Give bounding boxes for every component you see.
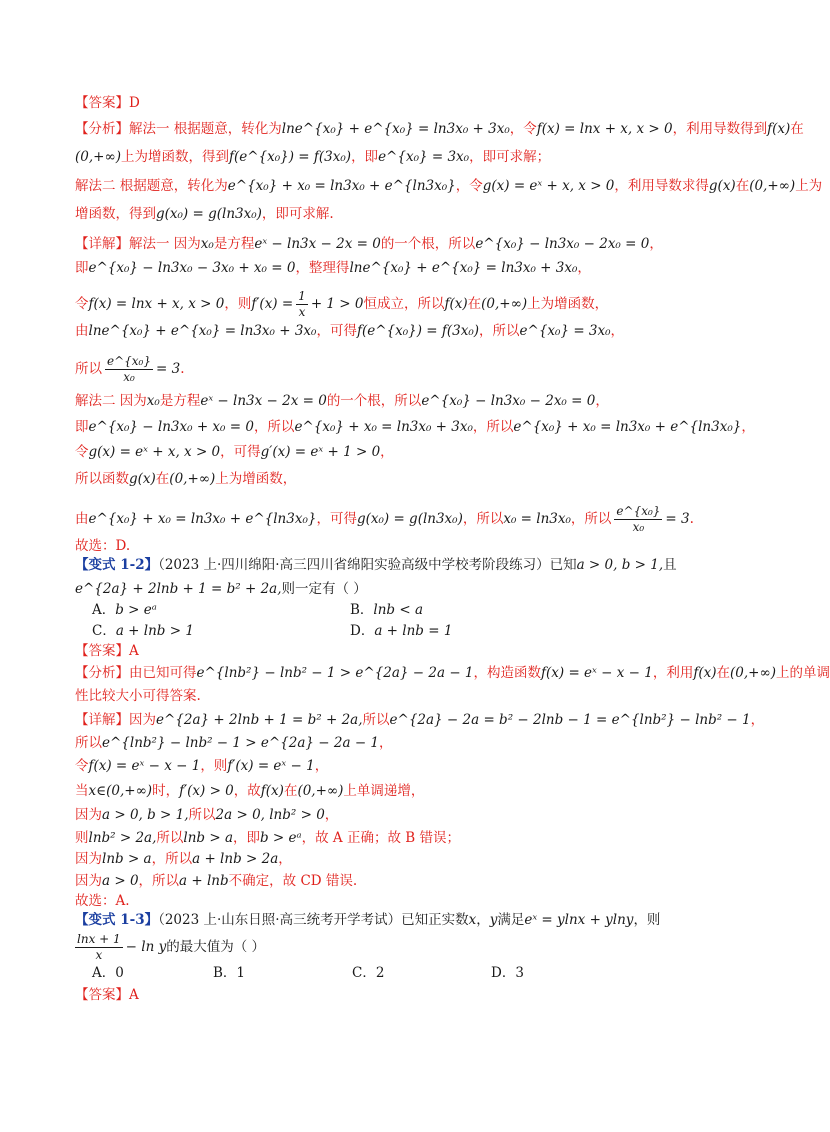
detail-line-4: 由lne^{x₀} + e^{x₀} = ln3x₀ + 3x₀，可得f(e^{x₀}) = f(3x₀)，所以e^{x₀} = 3x₀， bbox=[75, 323, 625, 339]
analysis-line-4: 增函数，得到g(x₀) = g(ln3x₀)，即可求解. bbox=[75, 206, 334, 222]
option-d: D．a + lnb = 1 bbox=[350, 623, 453, 639]
option-b: B．lnb < a bbox=[350, 602, 424, 618]
answer-line-3: 【答案】A bbox=[75, 987, 139, 1003]
detail-2-line-4: 当x∈(0,+∞)时，f′(x) > 0，故f(x)在(0,+∞)上单调递增， bbox=[75, 783, 425, 799]
detail-line-10: 由e^{x₀} + x₀ = ln3x₀ + e^{ln3x₀}，可得g(x₀) = g(ln3x₀)，所以x₀ = ln3x₀，所以 $\frac{\text{e\textasciicircum{}\{x₀\}}}{\text{x₀}}$ = 3. bbox=[75, 504, 694, 534]
answer-line-2: 【答案】A bbox=[75, 643, 139, 659]
detail-line-1: 【详解】解法一 因为x₀是方程eˣ − ln3x − 2x = 0的一个根，所以e^{x₀} − ln3x₀ − 2x₀ = 0， bbox=[75, 236, 663, 252]
detail-2-line-8: 因为a > 0，所以a + lnb不确定，故 CD 错误. bbox=[75, 873, 358, 889]
option2-a: A．0 bbox=[92, 965, 124, 981]
detail-line-7: 即e^{x₀} − ln3x₀ + x₀ = 0，所以e^{x₀} + x₀ = ln3x₀ + 3x₀，所以e^{x₀} + x₀ = ln3x₀ + e^{ln3x₀}， bbox=[75, 419, 755, 435]
detail-line-3: 令f(x) = lnx + x, x > 0，则f′(x) = $\frac{1}{x}$ + 1 > 0恒成立，所以f(x)在(0,+∞)上为增函数， bbox=[75, 289, 609, 319]
detail-line-5: 所以 $\frac{\text{e\textasciicircum{}\{x₀\}}}{\text{x₀}}$ = 3. bbox=[75, 354, 185, 384]
fraction-lnx-plus-1-over-x: $\frac{\ln x + 1}{x}$ bbox=[77, 932, 121, 962]
fraction-one-over-x: $\frac{1}{x}$ bbox=[298, 289, 306, 319]
detail-line-2: 即e^{x₀} − ln3x₀ − 3x₀ + x₀ = 0，整理得lne^{x₀} + e^{x₀} = ln3x₀ + 3x₀， bbox=[75, 260, 591, 276]
detail-2-line-7: 因为lnb > a，所以a + lnb > 2a， bbox=[75, 851, 292, 867]
detail-2-line-6: 则lnb² > 2a,所以lnb > a，即b > eᵃ，故 A 正确；故 B 错误； bbox=[75, 830, 460, 846]
choice-line-1: 故选：D. bbox=[75, 538, 131, 554]
option2-d: D．3 bbox=[491, 965, 524, 981]
detail-2-line-3: 令f(x) = eˣ − x − 1，则f′(x) = eˣ − 1， bbox=[75, 758, 329, 774]
analysis-line-1: 【分析】解法一 根据题意，转化为lne^{x₀} + e^{x₀} = ln3x₀ + 3x₀，令f(x) = lnx + x, x > 0，利用导数得到f(x)在 bbox=[75, 121, 804, 137]
variant-1-2-question: e^{2a} + 2lnb + 1 = b² + 2a,则一定有（ ） bbox=[75, 581, 367, 597]
analysis-2-line-1: 【分析】由已知可得e^{lnb²} − lnb² − 1 > e^{2a} − 2a − 1，构造函数f(x) = eˣ − x − 1，利用f(x)在(0,+∞)上的单调 bbox=[75, 665, 830, 681]
analysis-line-3: 解法二 根据题意，转化为e^{x₀} + x₀ = ln3x₀ + e^{ln3x₀}，令g(x) = eˣ + x, x > 0，利用导数求得g(x)在(0,+∞)上为 bbox=[75, 178, 823, 194]
detail-line-9: 所以函数g(x)在(0,+∞)上为增函数， bbox=[75, 471, 297, 487]
analysis-line-2: (0,+∞)上为增函数，得到f(e^{x₀}) = f(3x₀)，即e^{x₀} = 3x₀，即可求解； bbox=[75, 149, 551, 165]
option-c: C．a + lnb > 1 bbox=[92, 623, 194, 639]
fraction-exp-over-x0-2: $\frac{\text{e\textasciicircum{}\{x₀\}}}{\text{x₀}}$ bbox=[616, 504, 661, 534]
detail-2-line-1: 【详解】因为e^{2a} + 2lnb + 1 = b² + 2a,所以e^{2a} − 2a = b² − 2lnb − 1 = e^{lnb²} − lnb² − 1， bbox=[75, 712, 765, 728]
variant-1-3-header: 【变式 1-3】（2023 上·山东日照·高三统考开学考试）已知正实数x，y满足eˣ = ylnx + ylny，则 bbox=[75, 912, 661, 928]
detail-2-line-2: 所以e^{lnb²} − lnb² − 1 > e^{2a} − 2a − 1， bbox=[75, 735, 393, 751]
option2-c: C．2 bbox=[352, 965, 385, 981]
option2-b: B．1 bbox=[213, 965, 246, 981]
variant-1-3-question: $\frac{\ln x + 1}{x}$ − ln y的最大值为（ ） bbox=[77, 932, 265, 962]
analysis-2-line-2: 性比较大小可得答案. bbox=[75, 688, 201, 704]
option-a: A．b > eᵃ bbox=[92, 602, 157, 618]
choice-line-2: 故选：A. bbox=[75, 893, 130, 909]
fraction-exp-over-x0: $\frac{\text{e\textasciicircum{}\{x₀\}}}{\text{x₀}}$ bbox=[107, 354, 152, 384]
detail-2-line-5: 因为a > 0, b > 1,所以2a > 0, lnb² > 0， bbox=[75, 807, 339, 823]
detail-line-8: 令g(x) = eˣ + x, x > 0，可得g′(x) = eˣ + 1 > 0， bbox=[75, 444, 394, 460]
variant-1-2-header: 【变式 1-2】（2023 上·四川绵阳·高三四川省绵阳实验高级中学校考阶段练习）已知a > 0, b > 1,且 bbox=[75, 557, 677, 573]
detail-line-6: 解法二 因为x₀是方程eˣ − ln3x − 2x = 0的一个根，所以e^{x₀} − ln3x₀ − 2x₀ = 0， bbox=[75, 393, 609, 409]
answer-line-1: 【答案】D bbox=[75, 95, 140, 111]
